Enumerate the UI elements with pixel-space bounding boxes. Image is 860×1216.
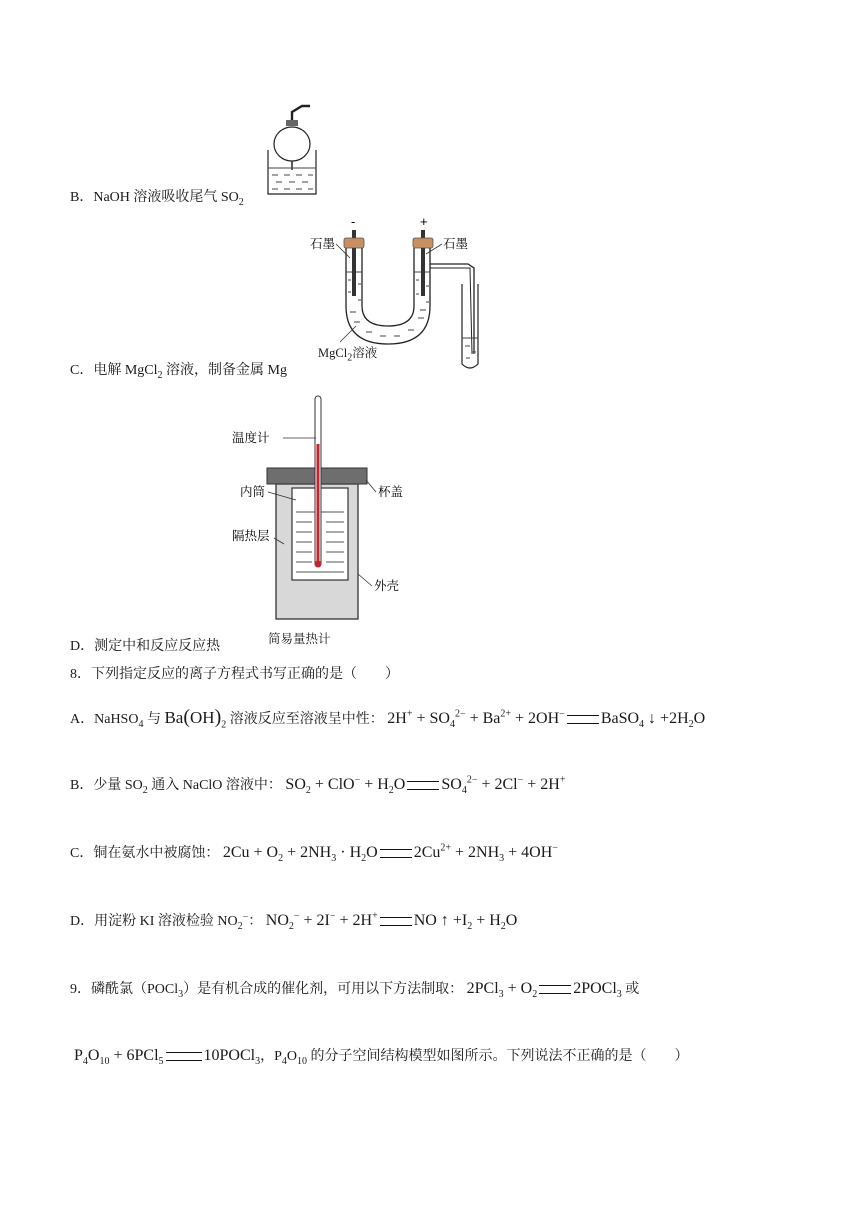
insulation-label: 隔热层 xyxy=(232,529,270,543)
equation: $2PCl_3 + O_2$ 2POCl$_3$ xyxy=(466,980,622,1001)
calorimeter-caption: 简易量热计 xyxy=(268,632,331,646)
figure-b-apparatus xyxy=(262,100,322,200)
solution-label: MgCl$_2$溶液 xyxy=(318,346,378,364)
graphite-right-label: 石墨 xyxy=(443,237,469,251)
question-8-option-a: A．NaHSO$_4$ 与 $Ba(OH)_2$ 溶液反应至溶液呈中性： $2H^+ + SO_4^{2-} + Ba^{2+} + 2OH^-$ BaSO$_4$ ↓ $+2H_2O$ xyxy=(70,706,706,731)
shell-label: 外壳 xyxy=(374,579,400,593)
equation: $2H^+ + SO_4^{2-} + Ba^{2+} + 2OH^-$ BaSO$_4$ ↓ $+2H_2O$ xyxy=(387,708,706,731)
option-b-7 xyxy=(70,186,244,206)
subscript: 2 xyxy=(238,196,244,208)
question-9-stem-line2: $P_4O_{10} + 6PCl_5$ 10POCl$_3$，$P_4O_{10}$ 的分子空间结构模型如图所示。下列说法不正确的是（ ） xyxy=(74,1047,689,1068)
option-text: NaOH 溶液吸收尾气 SO xyxy=(93,190,239,205)
minus-sign: - xyxy=(351,214,356,229)
equation: $P_4O_{10} + 6PCl_5$ 10POCl$_3$ xyxy=(74,1047,261,1068)
thermometer-label: 温度计 xyxy=(232,431,270,445)
option-label: B． xyxy=(70,190,94,205)
question-8-option-d: D．用淀粉 KI 溶液检验 $NO_2^-$： $NO_2^- + 2I^- + 2H^+$ NO ↑ $+I_2 + H_2O$ xyxy=(70,910,518,933)
equation: $2Cu + O_2 + 2NH_3 \cdot H_2O$ $2Cu^{2+} + 2NH_3 + 4OH^-$ xyxy=(222,842,558,865)
question-8-option-b: B．少量 $SO_2$ 通入 NaClO 溶液中： $SO_2 + ClO^- + H_2O$ $SO_4^{2-} + 2Cl^- + 2H^+$ xyxy=(70,774,566,797)
question-8-stem: 8．下列指定反应的离子方程式书写正确的是（ ） xyxy=(70,667,399,682)
option-text: 电解 MgCl xyxy=(93,363,158,378)
equation: $SO_2 + ClO^- + H_2O$ $SO_4^{2-} + 2Cl^- + 2H^+$ xyxy=(285,774,566,797)
option-c-7: C．电解 MgCl$_2$ 溶液，制备金属 Mg xyxy=(70,363,287,381)
plus-sign: + xyxy=(420,214,428,229)
inner-cylinder-label: 内筒 xyxy=(240,485,266,499)
option-d-7 xyxy=(70,635,220,655)
figure-d-calorimeter xyxy=(228,392,418,650)
option-label: D． xyxy=(70,639,95,654)
lid-label: 杯盖 xyxy=(378,485,404,499)
figure-c-electrolysis xyxy=(310,214,495,374)
equation: $NO_2^- + 2I^- + 2H^+$ NO ↑ $+I_2 + H_2O$ xyxy=(265,910,518,933)
option-label: C． xyxy=(70,363,94,378)
graphite-left-label: 石墨 xyxy=(310,237,336,251)
question-8-option-c: C．铜在氨水中被腐蚀： $2Cu + O_2 + 2NH_3 \cdot H_2O$ $2Cu^{2+} + 2NH_3 + 4OH^-$ xyxy=(70,842,558,865)
option-text: 测定中和反应反应热 xyxy=(94,639,221,654)
question-9-stem-line1: 9．磷酰氯（POCl$_3$）是有机合成的催化剂，可用以下方法制取： $2PCl_3 + O_2$ 2POCl$_3$ 或 xyxy=(70,980,640,1001)
